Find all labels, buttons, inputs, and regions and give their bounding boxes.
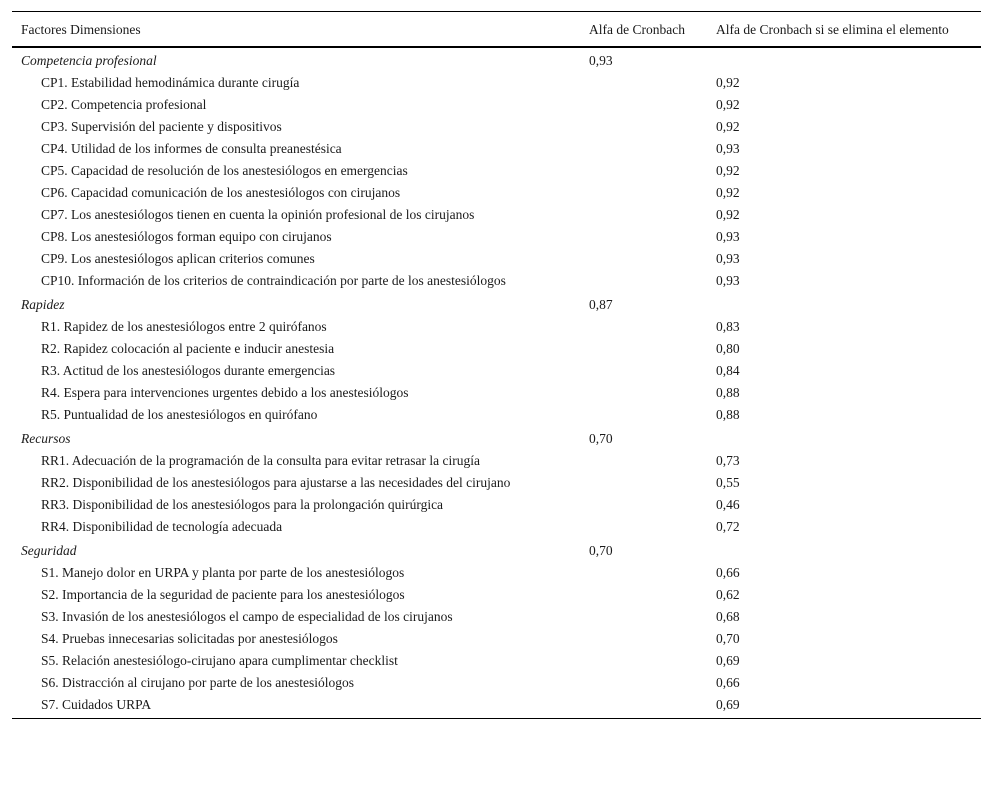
factor-alpha: 0,93	[589, 53, 613, 68]
factor-alpha: 0,70	[589, 431, 613, 446]
item-cell	[12, 316, 580, 338]
item-alpha-if-deleted: 0,92	[716, 119, 740, 134]
empty-cell	[580, 472, 707, 494]
item-row	[12, 628, 981, 650]
item-alpha-if-deleted: 0,55	[716, 475, 740, 490]
item-row	[12, 204, 981, 226]
reliability-table	[12, 11, 981, 719]
item-cell	[12, 94, 580, 116]
empty-cell	[580, 694, 707, 719]
item-alpha-if-deleted: 0,80	[716, 341, 740, 356]
item-alpha-if-deleted: 0,93	[716, 273, 740, 288]
item-cell	[12, 404, 580, 426]
item-label: CP5. Capacidad de resolución de los anestesiólogos en emergencias	[41, 163, 408, 178]
item-alpha-if-deleted: 0,92	[716, 75, 740, 90]
empty-cell	[580, 650, 707, 672]
item-row	[12, 450, 981, 472]
item-label: RR4. Disponibilidad de tecnología adecuada	[41, 519, 283, 534]
table-body	[12, 47, 981, 719]
item-row	[12, 160, 981, 182]
empty-cell	[580, 72, 707, 94]
item-label: R5. Puntualidad de los anestesiólogos en quirófano	[41, 407, 318, 422]
item-label: RR2. Disponibilidad de los anestesiólogos para ajustarse a las necesidades del cirujano	[41, 475, 511, 490]
empty-cell	[580, 138, 707, 160]
item-cell	[12, 248, 580, 270]
item-row	[12, 562, 981, 584]
empty-cell	[580, 338, 707, 360]
item-cell	[12, 160, 580, 182]
item-label: CP10. Información de los criterios de contraindicación por parte de los anestesiólogos	[41, 273, 506, 288]
item-cell	[12, 382, 580, 404]
item-label: CP3. Supervisión del paciente y dispositivos	[41, 119, 282, 134]
empty-cell	[580, 360, 707, 382]
empty-cell	[580, 450, 707, 472]
item-row	[12, 316, 981, 338]
empty-cell	[580, 160, 707, 182]
factor-row	[12, 47, 981, 72]
item-alpha-if-deleted: 0,66	[716, 565, 740, 580]
item-alpha-if-deleted: 0,69	[716, 653, 740, 668]
empty-cell	[580, 116, 707, 138]
item-cell	[12, 338, 580, 360]
item-row	[12, 584, 981, 606]
item-row	[12, 248, 981, 270]
item-alpha-if-deleted: 0,88	[716, 407, 740, 422]
empty-cell	[580, 516, 707, 538]
item-cell	[12, 628, 580, 650]
item-label: CP6. Capacidad comunicación de los anestesiólogos con cirujanos	[41, 185, 401, 200]
item-label: CP9. Los anestesiólogos aplican criterios comunes	[41, 251, 315, 266]
item-cell	[12, 360, 580, 382]
factor-alpha: 0,87	[589, 297, 613, 312]
item-cell	[12, 672, 580, 694]
empty-cell	[580, 584, 707, 606]
item-row	[12, 694, 981, 719]
factor-row	[12, 292, 981, 316]
empty-cell	[580, 562, 707, 584]
item-cell	[12, 494, 580, 516]
item-row	[12, 382, 981, 404]
empty-cell	[580, 494, 707, 516]
empty-cell	[707, 292, 981, 316]
item-alpha-if-deleted: 0,72	[716, 519, 740, 534]
item-cell	[12, 450, 580, 472]
item-alpha-if-deleted: 0,92	[716, 207, 740, 222]
item-cell	[12, 606, 580, 628]
empty-cell	[580, 94, 707, 116]
empty-cell	[580, 204, 707, 226]
item-row	[12, 650, 981, 672]
empty-cell	[580, 628, 707, 650]
item-alpha-if-deleted: 0,93	[716, 229, 740, 244]
item-label: R2. Rapidez colocación al paciente e inducir anestesia	[41, 341, 335, 356]
item-cell	[12, 116, 580, 138]
item-cell	[12, 562, 580, 584]
item-row	[12, 138, 981, 160]
item-cell	[12, 204, 580, 226]
item-label: R1. Rapidez de los anestesiólogos entre 2 quirófanos	[41, 319, 327, 334]
item-alpha-if-deleted: 0,93	[716, 141, 740, 156]
header-factors-dimensions: Factores Dimensiones	[21, 22, 141, 37]
item-row	[12, 606, 981, 628]
item-alpha-if-deleted: 0,83	[716, 319, 740, 334]
item-cell	[12, 138, 580, 160]
item-label: S3. Invasión de los anestesiólogos el campo de especialidad de los cirujanos	[41, 609, 453, 624]
empty-cell	[707, 538, 981, 562]
item-alpha-if-deleted: 0,68	[716, 609, 740, 624]
empty-cell	[707, 47, 981, 72]
item-cell	[12, 694, 580, 719]
item-cell	[12, 226, 580, 248]
item-alpha-if-deleted: 0,93	[716, 251, 740, 266]
item-alpha-if-deleted: 0,66	[716, 675, 740, 690]
item-label: S5. Relación anestesiólogo-cirujano apara cumplimentar checklist	[41, 653, 398, 668]
item-label: S6. Distracción al cirujano por parte de los anestesiólogos	[41, 675, 355, 690]
item-label: R4. Espera para intervenciones urgentes debido a los anestesiólogos	[41, 385, 409, 400]
table-header-row	[12, 12, 981, 48]
empty-cell	[580, 404, 707, 426]
item-cell	[12, 516, 580, 538]
item-cell	[12, 584, 580, 606]
factor-name: Seguridad	[21, 543, 77, 558]
item-alpha-if-deleted: 0,88	[716, 385, 740, 400]
empty-cell	[580, 182, 707, 204]
item-row	[12, 472, 981, 494]
item-label: S1. Manejo dolor en URPA y planta por parte de los anestesiólogos	[41, 565, 405, 580]
factor-name: Rapidez	[21, 297, 65, 312]
factor-name: Recursos	[21, 431, 71, 446]
factor-row	[12, 426, 981, 450]
item-label: S2. Importancia de la seguridad de paciente para los anestesiólogos	[41, 587, 405, 602]
empty-cell	[580, 606, 707, 628]
item-cell	[12, 72, 580, 94]
item-alpha-if-deleted: 0,46	[716, 497, 740, 512]
item-row	[12, 116, 981, 138]
item-row	[12, 360, 981, 382]
item-alpha-if-deleted: 0,92	[716, 163, 740, 178]
item-row	[12, 72, 981, 94]
item-label: CP4. Utilidad de los informes de consulta preanestésica	[41, 141, 342, 156]
item-label: RR3. Disponibilidad de los anestesiólogos para la prolongación quirúrgica	[41, 497, 444, 512]
reliability-table-container	[12, 11, 981, 719]
item-row	[12, 94, 981, 116]
header-cronbach-alpha: Alfa de Cronbach	[589, 22, 685, 37]
empty-cell	[580, 270, 707, 292]
header-alpha-if-deleted: Alfa de Cronbach si se elimina el elemento	[716, 22, 949, 37]
item-row	[12, 270, 981, 292]
factor-alpha: 0,70	[589, 543, 613, 558]
item-cell	[12, 270, 580, 292]
empty-cell	[580, 248, 707, 270]
item-row	[12, 404, 981, 426]
item-alpha-if-deleted: 0,70	[716, 631, 740, 646]
factor-name: Competencia profesional	[21, 53, 157, 68]
item-label: CP8. Los anestesiólogos forman equipo con cirujanos	[41, 229, 332, 244]
item-alpha-if-deleted: 0,62	[716, 587, 740, 602]
item-alpha-if-deleted: 0,92	[716, 185, 740, 200]
empty-cell	[707, 426, 981, 450]
empty-cell	[580, 382, 707, 404]
item-label: S4. Pruebas innecesarias solicitadas por anestesiólogos	[41, 631, 338, 646]
item-label: R3. Actitud de los anestesiólogos durante emergencias	[41, 363, 336, 378]
item-row	[12, 226, 981, 248]
item-cell	[12, 472, 580, 494]
item-row	[12, 182, 981, 204]
item-label: CP7. Los anestesiólogos tienen en cuenta la opinión profesional de los cirujanos	[41, 207, 475, 222]
item-label: CP2. Competencia profesional	[41, 97, 207, 112]
item-row	[12, 516, 981, 538]
item-row	[12, 494, 981, 516]
empty-cell	[580, 316, 707, 338]
item-alpha-if-deleted: 0,84	[716, 363, 740, 378]
item-cell	[12, 182, 580, 204]
item-label: RR1. Adecuación de la programación de la consulta para evitar retrasar la cirugía	[41, 453, 480, 468]
empty-cell	[580, 672, 707, 694]
item-label: S7. Cuidados URPA	[41, 697, 152, 712]
empty-cell	[580, 226, 707, 248]
item-alpha-if-deleted: 0,92	[716, 97, 740, 112]
item-cell	[12, 650, 580, 672]
item-row	[12, 672, 981, 694]
item-row	[12, 338, 981, 360]
item-alpha-if-deleted: 0,69	[716, 697, 740, 712]
factor-row	[12, 538, 981, 562]
item-label: CP1. Estabilidad hemodinámica durante cirugía	[41, 75, 300, 90]
item-alpha-if-deleted: 0,73	[716, 453, 740, 468]
